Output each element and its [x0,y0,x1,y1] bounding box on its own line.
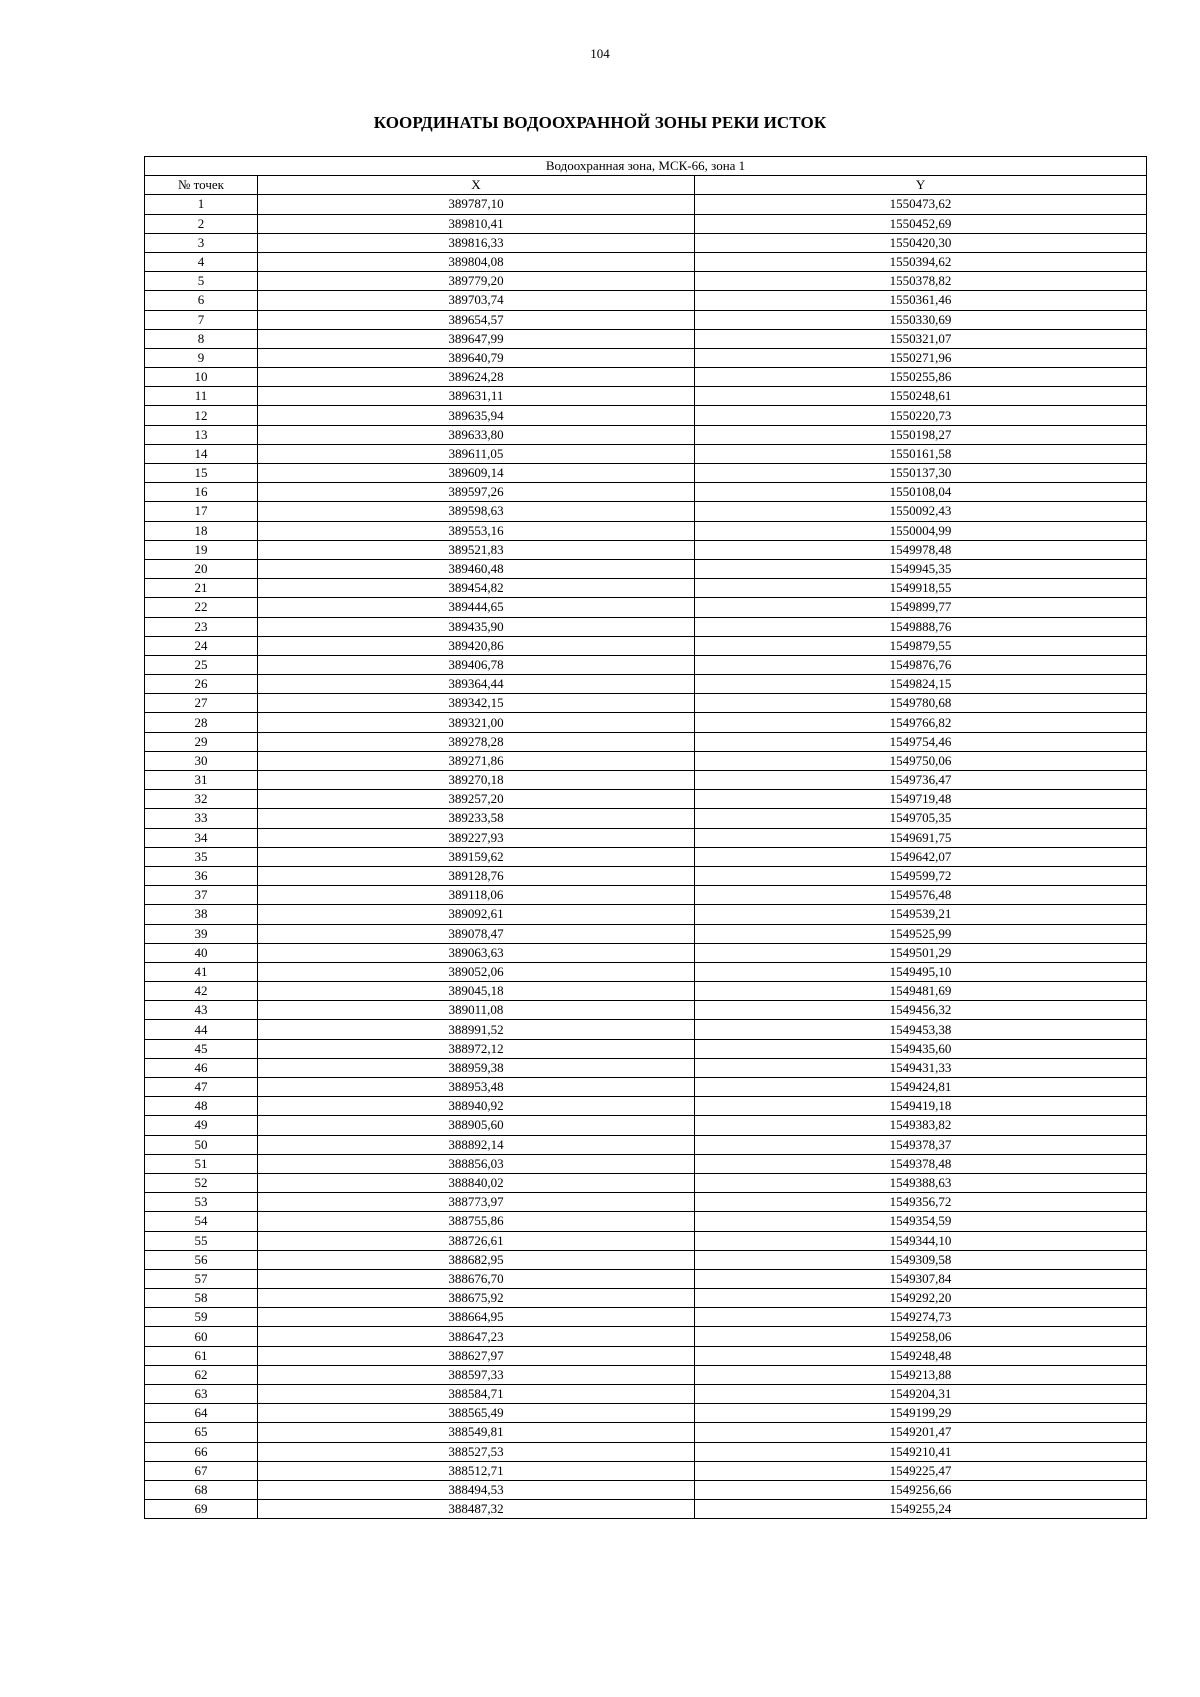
cell-point-number: 24 [145,636,258,655]
cell-x: 389611,05 [258,444,695,463]
cell-y: 1549419,18 [695,1097,1147,1116]
table-row [145,272,1147,291]
cell-point-number: 12 [145,406,258,425]
cell-y: 1549344,10 [695,1231,1147,1250]
cell-y: 1549356,72 [695,1193,1147,1212]
table-caption-row [145,157,1147,176]
cell-point-number: 8 [145,329,258,348]
cell-y: 1549256,66 [695,1480,1147,1499]
cell-y: 1549876,76 [695,655,1147,674]
cell-x: 389118,06 [258,886,695,905]
table-row [145,540,1147,559]
cell-x: 389624,28 [258,368,695,387]
cell-point-number: 49 [145,1116,258,1135]
cell-y: 1549754,46 [695,732,1147,751]
cell-point-number: 47 [145,1078,258,1097]
cell-point-number: 51 [145,1154,258,1173]
cell-x: 389553,16 [258,521,695,540]
table-row [145,406,1147,425]
table-row [145,1078,1147,1097]
cell-y: 1550004,99 [695,521,1147,540]
cell-y: 1549274,73 [695,1308,1147,1327]
cell-x: 389270,18 [258,771,695,790]
cell-point-number: 32 [145,790,258,809]
cell-y: 1549599,72 [695,866,1147,885]
cell-x: 388953,48 [258,1078,695,1097]
cell-x: 389045,18 [258,982,695,1001]
cell-y: 1549204,31 [695,1385,1147,1404]
cell-y: 1549691,75 [695,828,1147,847]
column-header-y: Y [695,176,1147,195]
cell-x: 388487,32 [258,1500,695,1519]
cell-x: 389598,63 [258,502,695,521]
table-row [145,732,1147,751]
cell-y: 1550108,04 [695,483,1147,502]
cell-x: 388565,49 [258,1404,695,1423]
cell-point-number: 10 [145,368,258,387]
cell-x: 389406,78 [258,655,695,674]
cell-point-number: 56 [145,1250,258,1269]
cell-y: 1550248,61 [695,387,1147,406]
cell-x: 388940,92 [258,1097,695,1116]
table-row [145,444,1147,463]
cell-x: 388527,53 [258,1442,695,1461]
table-row [145,771,1147,790]
table-row [145,809,1147,828]
cell-point-number: 4 [145,252,258,271]
cell-point-number: 54 [145,1212,258,1231]
cell-x: 389271,86 [258,751,695,770]
cell-x: 388991,52 [258,1020,695,1039]
table-row [145,1365,1147,1384]
cell-point-number: 39 [145,924,258,943]
cell-x: 389128,76 [258,866,695,885]
table-row [145,886,1147,905]
cell-point-number: 7 [145,310,258,329]
table-row [145,521,1147,540]
table-row [145,751,1147,770]
cell-x: 389635,94 [258,406,695,425]
cell-x: 389647,99 [258,329,695,348]
table-row [145,982,1147,1001]
table-row [145,559,1147,578]
table-row [145,1212,1147,1231]
cell-x: 389159,62 [258,847,695,866]
cell-y: 1549431,33 [695,1058,1147,1077]
table-row [145,636,1147,655]
cell-x: 388972,12 [258,1039,695,1058]
cell-point-number: 6 [145,291,258,310]
cell-point-number: 59 [145,1308,258,1327]
cell-x: 388682,95 [258,1250,695,1269]
cell-y: 1550394,62 [695,252,1147,271]
table-row [145,1442,1147,1461]
table-row [145,1480,1147,1499]
cell-x: 389460,48 [258,559,695,578]
cell-point-number: 27 [145,694,258,713]
table-row [145,348,1147,367]
cell-point-number: 16 [145,483,258,502]
cell-point-number: 34 [145,828,258,847]
table-row [145,847,1147,866]
cell-point-number: 5 [145,272,258,291]
cell-y: 1550473,62 [695,195,1147,214]
cell-point-number: 66 [145,1442,258,1461]
cell-x: 389052,06 [258,962,695,981]
cell-x: 389233,58 [258,809,695,828]
cell-point-number: 48 [145,1097,258,1116]
cell-y: 1549453,38 [695,1020,1147,1039]
cell-point-number: 64 [145,1404,258,1423]
cell-x: 388494,53 [258,1480,695,1499]
cell-y: 1549309,58 [695,1250,1147,1269]
document-title: КООРДИНАТЫ ВОДООХРАННОЙ ЗОНЫ РЕКИ ИСТОК [373,113,827,132]
cell-point-number: 69 [145,1500,258,1519]
cell-point-number: 28 [145,713,258,732]
cell-point-number: 14 [145,444,258,463]
cell-point-number: 61 [145,1346,258,1365]
cell-y: 1549378,37 [695,1135,1147,1154]
cell-y: 1549780,68 [695,694,1147,713]
cell-y: 1549879,55 [695,636,1147,655]
cell-x: 389278,28 [258,732,695,751]
cell-y: 1549225,47 [695,1461,1147,1480]
cell-y: 1549213,88 [695,1365,1147,1384]
cell-x: 389640,79 [258,348,695,367]
table-row [145,1231,1147,1250]
cell-x: 389703,74 [258,291,695,310]
cell-point-number: 9 [145,348,258,367]
cell-x: 389420,86 [258,636,695,655]
cell-x: 389011,08 [258,1001,695,1020]
table-row [145,329,1147,348]
cell-y: 1550220,73 [695,406,1147,425]
cell-point-number: 23 [145,617,258,636]
table-row [145,828,1147,847]
cell-point-number: 19 [145,540,258,559]
cell-point-number: 31 [145,771,258,790]
cell-point-number: 26 [145,675,258,694]
cell-y: 1549210,41 [695,1442,1147,1461]
cell-point-number: 63 [145,1385,258,1404]
cell-x: 388675,92 [258,1289,695,1308]
table-row [145,713,1147,732]
cell-x: 388549,81 [258,1423,695,1442]
table-row [145,790,1147,809]
table-row [145,1116,1147,1135]
cell-point-number: 18 [145,521,258,540]
cell-x: 388512,71 [258,1461,695,1480]
table-row [145,1385,1147,1404]
cell-y: 1549258,06 [695,1327,1147,1346]
cell-point-number: 67 [145,1461,258,1480]
cell-point-number: 45 [145,1039,258,1058]
cell-y: 1550255,86 [695,368,1147,387]
table-row [145,214,1147,233]
cell-y: 1550137,30 [695,464,1147,483]
cell-y: 1549642,07 [695,847,1147,866]
cell-x: 389227,93 [258,828,695,847]
cell-x: 388676,70 [258,1269,695,1288]
cell-point-number: 68 [145,1480,258,1499]
table-row [145,617,1147,636]
cell-y: 1549888,76 [695,617,1147,636]
cell-point-number: 38 [145,905,258,924]
table-row [145,1001,1147,1020]
cell-x: 389779,20 [258,272,695,291]
table-row [145,1193,1147,1212]
cell-y: 1549705,35 [695,809,1147,828]
cell-y: 1550321,07 [695,329,1147,348]
cell-point-number: 60 [145,1327,258,1346]
table-row [145,675,1147,694]
cell-x: 388597,33 [258,1365,695,1384]
column-header-point-number: № точек [145,176,258,195]
table-row [145,694,1147,713]
cell-x: 388647,23 [258,1327,695,1346]
cell-point-number: 33 [145,809,258,828]
cell-point-number: 17 [145,502,258,521]
cell-point-number: 13 [145,425,258,444]
cell-x: 389321,00 [258,713,695,732]
table-row [145,943,1147,962]
table-row [145,866,1147,885]
cell-y: 1550092,43 [695,502,1147,521]
cell-x: 389078,47 [258,924,695,943]
table-caption: Водоохранная зона, МСК-66, зона 1 [145,157,1147,176]
table-row [145,1327,1147,1346]
cell-y: 1549824,15 [695,675,1147,694]
table-row [145,195,1147,214]
cell-x: 388959,38 [258,1058,695,1077]
cell-y: 1550361,46 [695,291,1147,310]
cell-y: 1549378,48 [695,1154,1147,1173]
cell-y: 1549945,35 [695,559,1147,578]
table-row [145,425,1147,444]
table-row [145,1461,1147,1480]
cell-y: 1550420,30 [695,233,1147,252]
table-row [145,464,1147,483]
cell-x: 388726,61 [258,1231,695,1250]
cell-x: 389609,14 [258,464,695,483]
cell-x: 389521,83 [258,540,695,559]
table-row [145,579,1147,598]
cell-x: 389810,41 [258,214,695,233]
cell-y: 1549424,81 [695,1078,1147,1097]
cell-y: 1549435,60 [695,1039,1147,1058]
table-row [145,1173,1147,1192]
cell-point-number: 15 [145,464,258,483]
table-row [145,1346,1147,1365]
cell-x: 389444,65 [258,598,695,617]
cell-y: 1549481,69 [695,982,1147,1001]
table-row [145,962,1147,981]
cell-x: 389597,26 [258,483,695,502]
cell-y: 1549292,20 [695,1289,1147,1308]
cell-x: 389631,11 [258,387,695,406]
cell-x: 388627,97 [258,1346,695,1365]
cell-y: 1549918,55 [695,579,1147,598]
table-row [145,252,1147,271]
cell-y: 1550452,69 [695,214,1147,233]
table-row [145,1404,1147,1423]
cell-y: 1549750,06 [695,751,1147,770]
cell-y: 1549388,63 [695,1173,1147,1192]
cell-x: 388892,14 [258,1135,695,1154]
cell-x: 389454,82 [258,579,695,598]
cell-x: 389063,63 [258,943,695,962]
cell-point-number: 35 [145,847,258,866]
table-row [145,1154,1147,1173]
table-header-row [145,176,1147,195]
cell-x: 389257,20 [258,790,695,809]
cell-y: 1549539,21 [695,905,1147,924]
table-row [145,924,1147,943]
cell-x: 388840,02 [258,1173,695,1192]
cell-x: 388905,60 [258,1116,695,1135]
cell-point-number: 58 [145,1289,258,1308]
table-row [145,1269,1147,1288]
cell-point-number: 55 [145,1231,258,1250]
cell-point-number: 30 [145,751,258,770]
cell-point-number: 41 [145,962,258,981]
cell-y: 1549456,32 [695,1001,1147,1020]
cell-y: 1550378,82 [695,272,1147,291]
table-row [145,483,1147,502]
cell-point-number: 29 [145,732,258,751]
cell-point-number: 50 [145,1135,258,1154]
cell-point-number: 57 [145,1269,258,1288]
table-row [145,502,1147,521]
table-row [145,905,1147,924]
cell-y: 1549766,82 [695,713,1147,732]
cell-x: 389342,15 [258,694,695,713]
cell-point-number: 11 [145,387,258,406]
table-row [145,1020,1147,1039]
cell-point-number: 2 [145,214,258,233]
cell-y: 1549201,47 [695,1423,1147,1442]
cell-y: 1550198,27 [695,425,1147,444]
table-row [145,1039,1147,1058]
cell-y: 1549719,48 [695,790,1147,809]
cell-x: 388773,97 [258,1193,695,1212]
cell-x: 389435,90 [258,617,695,636]
table-row [145,1250,1147,1269]
table-row [145,1308,1147,1327]
cell-x: 389787,10 [258,195,695,214]
table-row [145,1058,1147,1077]
cell-x: 388856,03 [258,1154,695,1173]
cell-y: 1549978,48 [695,540,1147,559]
cell-y: 1549307,84 [695,1269,1147,1288]
cell-x: 389092,61 [258,905,695,924]
table-row [145,1500,1147,1519]
cell-point-number: 44 [145,1020,258,1039]
cell-y: 1550161,58 [695,444,1147,463]
cell-y: 1549383,82 [695,1116,1147,1135]
cell-point-number: 53 [145,1193,258,1212]
cell-x: 388664,95 [258,1308,695,1327]
cell-point-number: 40 [145,943,258,962]
cell-point-number: 36 [145,866,258,885]
table-body [145,195,1147,1519]
table-row [145,291,1147,310]
cell-y: 1549495,10 [695,962,1147,981]
cell-y: 1549576,48 [695,886,1147,905]
column-header-x: X [258,176,695,195]
cell-y: 1549199,29 [695,1404,1147,1423]
cell-x: 389804,08 [258,252,695,271]
cell-point-number: 1 [145,195,258,214]
cell-x: 388584,71 [258,1385,695,1404]
cell-y: 1549501,29 [695,943,1147,962]
cell-x: 389364,44 [258,675,695,694]
cell-x: 388755,86 [258,1212,695,1231]
cell-y: 1549525,99 [695,924,1147,943]
cell-x: 389633,80 [258,425,695,444]
table-row [145,310,1147,329]
table-row [145,598,1147,617]
table-row [145,1097,1147,1116]
cell-point-number: 3 [145,233,258,252]
coordinates-table [144,156,1147,1519]
cell-point-number: 43 [145,1001,258,1020]
cell-y: 1549354,59 [695,1212,1147,1231]
cell-point-number: 37 [145,886,258,905]
cell-x: 389816,33 [258,233,695,252]
table-row [145,387,1147,406]
cell-x: 389654,57 [258,310,695,329]
cell-y: 1549255,24 [695,1500,1147,1519]
table-row [145,1135,1147,1154]
table-row [145,1423,1147,1442]
page-number: 104 [590,46,610,61]
cell-y: 1549736,47 [695,771,1147,790]
cell-point-number: 65 [145,1423,258,1442]
cell-point-number: 22 [145,598,258,617]
cell-y: 1549248,48 [695,1346,1147,1365]
cell-point-number: 46 [145,1058,258,1077]
cell-point-number: 62 [145,1365,258,1384]
cell-point-number: 42 [145,982,258,1001]
cell-y: 1550271,96 [695,348,1147,367]
cell-point-number: 20 [145,559,258,578]
table-row [145,368,1147,387]
table-row [145,655,1147,674]
cell-y: 1550330,69 [695,310,1147,329]
cell-point-number: 52 [145,1173,258,1192]
cell-point-number: 21 [145,579,258,598]
table-row [145,1289,1147,1308]
cell-point-number: 25 [145,655,258,674]
cell-y: 1549899,77 [695,598,1147,617]
table-row [145,233,1147,252]
